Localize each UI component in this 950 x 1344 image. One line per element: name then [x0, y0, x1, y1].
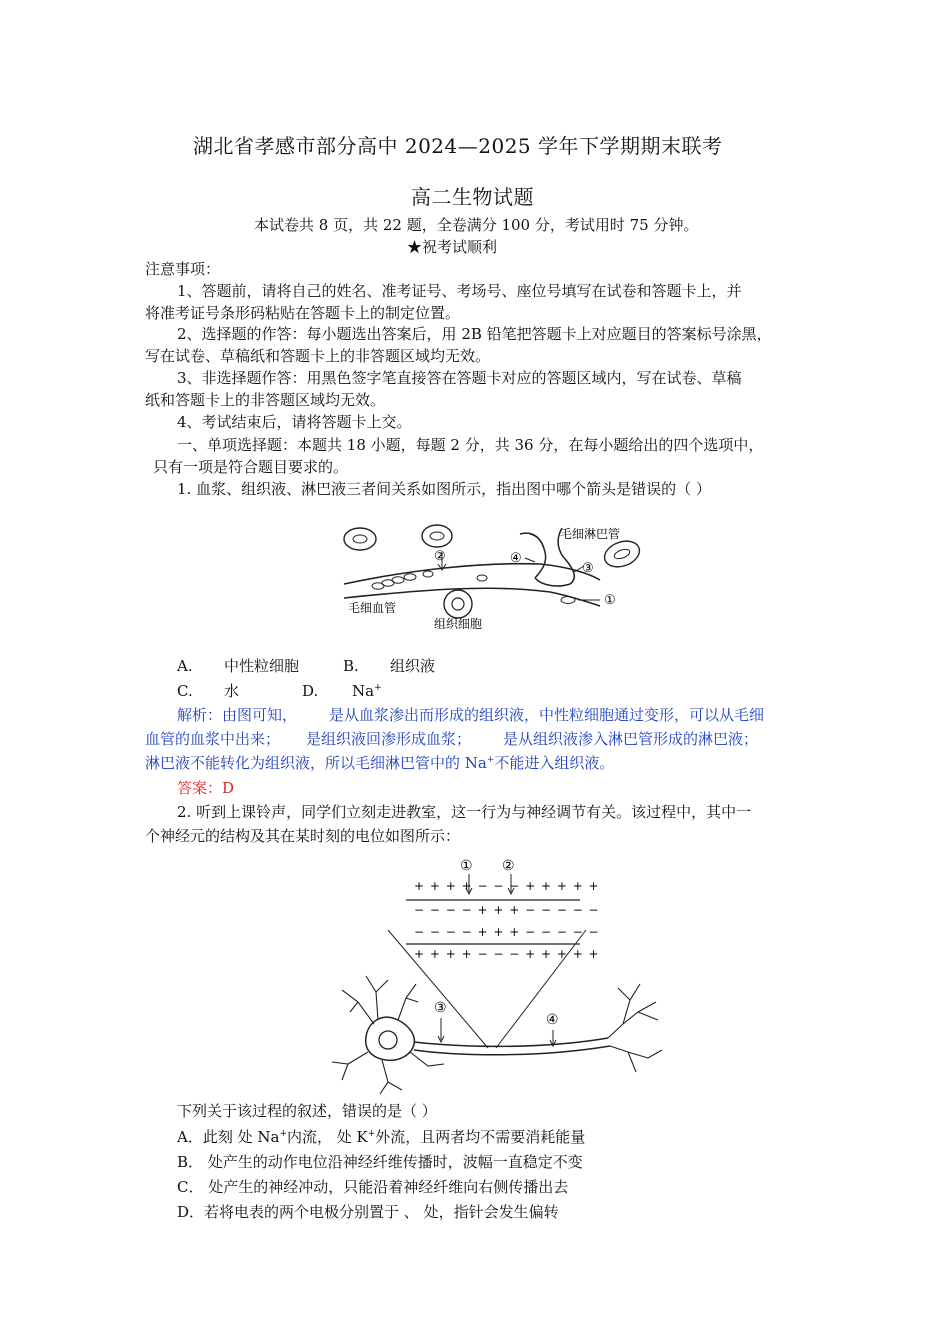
q2-question: 下列关于该过程的叙述，错误的是（ ） — [177, 1102, 437, 1120]
notice-line: 纸和答题卡上的非答题区域均无效。 — [145, 391, 386, 409]
q2-stem-line1: 2. 听到上课铃声，同学们立刻走进教室，这一行为与神经调节有关。该过程中，其中一 — [177, 803, 752, 821]
q2-option-d: D．若将电表的两个电极分别置于 、 处，指针会发生偏转 — [177, 1203, 559, 1221]
q2-option-c: C． 处产生的神经冲动，只能沿着神经纤维向右侧传播出去 — [177, 1178, 569, 1196]
q2-potential-row: − − − − + + + − − − − − — [414, 903, 600, 917]
notice-line: 1、答题前，请将自己的姓名、准考证号、考场号、座位号填写在试卷和答题卡上，并 — [177, 282, 742, 300]
q1-tissue-fluid-diagram — [330, 512, 660, 638]
exam-wish: ★祝考试顺利 — [407, 238, 498, 256]
q1-answer: 答案：D — [177, 779, 235, 797]
section-heading: 一、单项选择题：本题共 18 小题，每题 2 分，共 36 分，在每小题给出的四个选项中， — [177, 436, 764, 454]
q1-analysis-line1: 解析：由图可知， 是从血浆渗出而形成的组织液，中性粒细胞通过变形，可以从毛细 — [177, 706, 765, 724]
notice-line: 2、选择题的作答：每小题选出答案后，用 2B 铅笔把答题卡上对应题目的答案标号涂黑， — [177, 325, 772, 343]
section-heading-cont: 只有一项是符合题目要求的。 — [153, 458, 349, 476]
q1-option-c-letter: C. — [177, 682, 193, 700]
q1-diagram-num: ① — [604, 593, 616, 608]
notice-line: 写在试卷、草稿纸和答题卡上的非答题区域均无效。 — [145, 347, 491, 365]
q2-diagram-num: ① — [460, 858, 473, 874]
q1-option-d-text: Na+ — [352, 682, 382, 700]
notice-heading: 注意事项： — [145, 260, 221, 278]
q2-option-a: A．此刻 处 Na+内流， 处 K+外流，且两者均不需要消耗能量 — [177, 1128, 586, 1146]
notice-line: 将准考证号条形码粘贴在答题卡上的制定位置。 — [145, 304, 461, 322]
q1-diagram-num: ③ — [582, 561, 594, 576]
q1-option-c-text: 水 — [224, 682, 240, 700]
q1-option-b-text: 组织液 — [390, 657, 436, 675]
q2-stem-line2: 个神经元的结构及其在某时刻的电位如图所示： — [145, 827, 461, 845]
q1-analysis-line2: 血管的血浆中出来； 是组织液回渗形成血浆； 是从组织液渗入淋巴管形成的淋巴液； — [145, 730, 759, 748]
q2-potential-row: + + + + − − − + + + + + — [414, 879, 600, 893]
q2-diagram-num: ② — [502, 858, 515, 874]
q1-analysis-line3: 淋巴液不能转化为组织液，所以毛细淋巴管中的 Na+不能进入组织液。 — [145, 754, 615, 772]
notice-line: 4、考试结束后，请将答题卡上交。 — [177, 413, 412, 431]
q2-diagram-num: ③ — [434, 1000, 447, 1016]
q1-option-a-text: 中性粒细胞 — [224, 657, 300, 675]
q1-stem: 1. 血浆、组织液、淋巴液三者间关系如图所示，指出图中哪个箭头是错误的（ ） — [177, 480, 711, 498]
q2-option-b: B． 处产生的动作电位沿神经纤维传播时，波幅一直稳定不变 — [177, 1153, 583, 1171]
q1-option-a-letter: A. — [177, 657, 193, 675]
q2-potential-row: − − − − + + + − − − − − — [414, 925, 600, 939]
notice-line: 3、非选择题作答：用黑色签字笔直接答在答题卡对应的答题区域内，写在试卷、草稿 — [177, 369, 742, 387]
q1-label-capillary-lymph: 毛细淋巴管 — [560, 527, 621, 541]
q1-label-tissue-cell: 组织细胞 — [434, 617, 483, 631]
q2-potential-row: + + + + − − − + + + + + — [414, 947, 600, 961]
q2-diagram-num: ④ — [546, 1012, 559, 1028]
exam-info: 本试卷共 8 页，共 22 题，全卷满分 100 分，考试用时 75 分钟。 — [254, 216, 699, 234]
q2-neuron-diagram — [318, 852, 668, 1098]
q1-option-d-letter: D. — [302, 682, 319, 700]
exam-subtitle: 高二生物试题 — [411, 185, 534, 209]
q1-label-blood-capillary: 毛细血管 — [348, 601, 397, 615]
q1-option-b-letter: B. — [343, 657, 359, 675]
exam-title: 湖北省孝感市部分高中 2024—2025 学年下学期期末联考 — [193, 134, 723, 158]
q1-diagram-num: ④ — [510, 551, 522, 566]
q1-diagram-num: ② — [434, 549, 446, 564]
